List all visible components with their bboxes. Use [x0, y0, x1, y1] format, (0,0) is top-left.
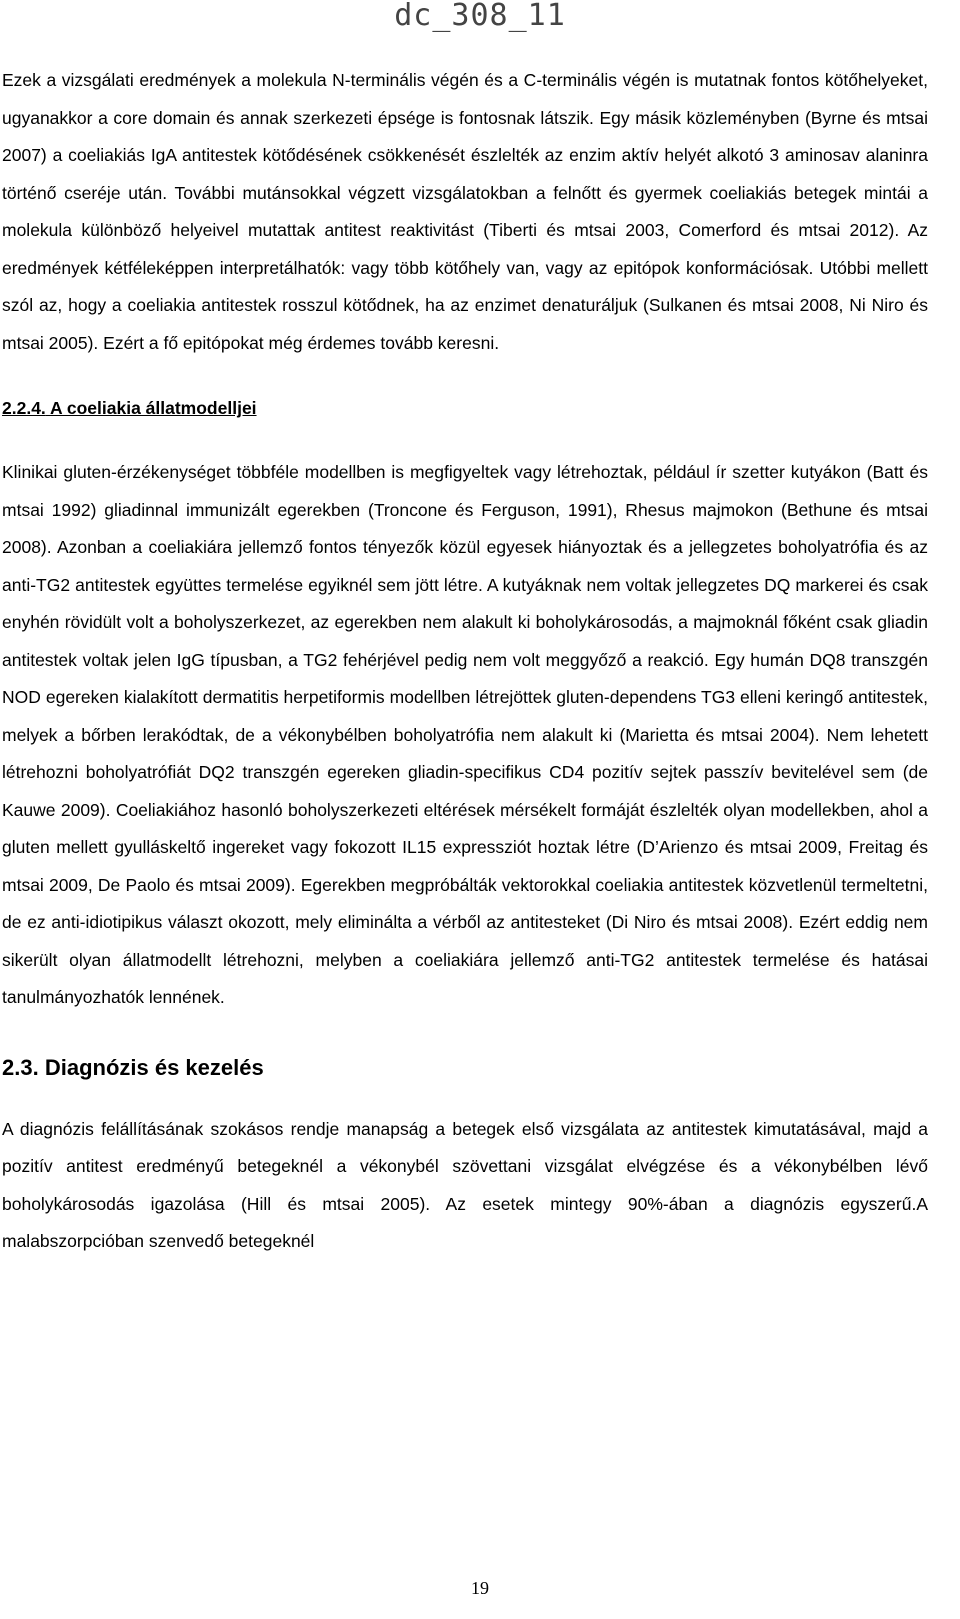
page-number: 19 — [471, 1578, 489, 1598]
document-id-header: dc_308_11 — [394, 0, 566, 33]
paragraph-tg2-epitopes: Ezek a vizsgálati eredmények a molekula N-terminális végén és a C-terminális végén is mutatnak fontos kötőhelyeket, ugyanakkor a core domain és annak szerkezeti épsége is fontosnak látszik. Egy másik közleményben (Byrne és mtsai 2007) a coeliakiás IgA antitestek kötődésének csökkenését észlelték az enzim aktív helyét alkotó 3 aminosav alaninra történő cseréje után. További mutánsokkal végzett vizsgálatokban a felnőtt és gyermek coeliakiás betegek mintái a molekula különböző helyeivel mutattak antitest reaktivitást (Tiberti és mtsai 2003, Comerford és mtsai 2012). Az eredmények kétféleképpen interpretálhatók: vagy több kötőhely van, vagy az epitópok konformációsak. Utóbbi mellett szól az, hogy a coeliakia antitestek rosszul kötődnek, ha az enzimet denaturáljuk (Sulkanen és mtsai 2008, Ni Niro és mtsai 2005). Ezért a fő epitópokat még érdemes tovább keresni. — [2, 70, 928, 353]
section-title: Diagnózis és kezelés — [44, 1054, 264, 1080]
paragraph-diagnosis: A diagnózis felállításának szokásos rendje manapság a betegek első vizsgálata az antitestek kimutatásával, majd a pozitív antitest eredményű betegeknél a vékonybél szövettani vizsgálat elvégzése és a vékonybélben lévő boholykárosodás igazolása (Hill és mtsai 2005). Az esetek mintegy 90%-ában a diagnózis egyszerű.A malabszorpcióban szenvedő betegeknél — [2, 1118, 928, 1251]
subsection-title: A coeliakia állatmodelljei — [50, 398, 257, 418]
section-number: 2.3. — [2, 1054, 39, 1080]
section-heading — [2, 1053, 928, 1083]
document-body — [2, 62, 928, 1261]
paragraph-animal-models: Klinikai gluten-érzékenységet többféle modellben is megfigyeltek vagy létrehoztak, például ír szetter kutyákon (Batt és mtsai 1992) gliadinnal immunizált egerekben (Troncone és Ferguson, 1991), Rhesus majmokon (Bethune és mtsai 2008). Azonban a coeliakiára jellemző fontos tényezők közül egyesek hiányoztak és a jellegzetes boholyatrófia és az anti-TG2 antitestek együttes termelése egyiknél sem jött létre. A kutyáknak nem voltak jellegzetes DQ markerei és csak enyhén rövidült volt a boholyszerkezet, az egerekben nem alakult ki boholykárosodás, a majmoknál főként csak gliadin antitestek voltak jelen IgG típusban, a TG2 fehérjével pedig nem volt meggyőző a reakció. Egy humán DQ8 transzgén NOD egereken kialakított dermatitis herpetiformis modellben létrejöttek gluten-dependens TG3 elleni keringő antitestek, melyek a bőrben lerakódtak, de a vékonybélben boholyatrófia nem alakult ki (Marietta és mtsai 2004). Nem lehetett létrehozni boholyatrófiát DQ2 transzgén egereken gliadin-specifikus CD4 pozitív sejtek passzív bevitelével sem (de Kauwe 2009). Coeliakiához hasonló boholyszerkezeti eltérések mérsékelt formáját észlelték olyan modellekben, ahol a gluten mellett gyulláskeltő ingereket vagy fokozott IL15 expressziót hoztak létre (D’Arienzo és mtsai 2009, Freitag és mtsai 2009, De Paolo és mtsai 2009). Egerekben megpróbálták vektorokkal coeliakia antitestek közvetlenül termeltetni, de ez anti-idiotipikus választ okozott, mely eliminálta a vérből az antitesteket (Di Niro és mtsai 2008). Ezért eddig nem sikerült olyan állatmodellt létrehozni, melyben a coeliakiára jellemző anti-TG2 antitestek termelése és hatásai tanulmányozhatók lennének. — [2, 462, 928, 1007]
subsection-number: 2.2.4. — [2, 398, 46, 418]
subsection-heading — [2, 396, 928, 420]
